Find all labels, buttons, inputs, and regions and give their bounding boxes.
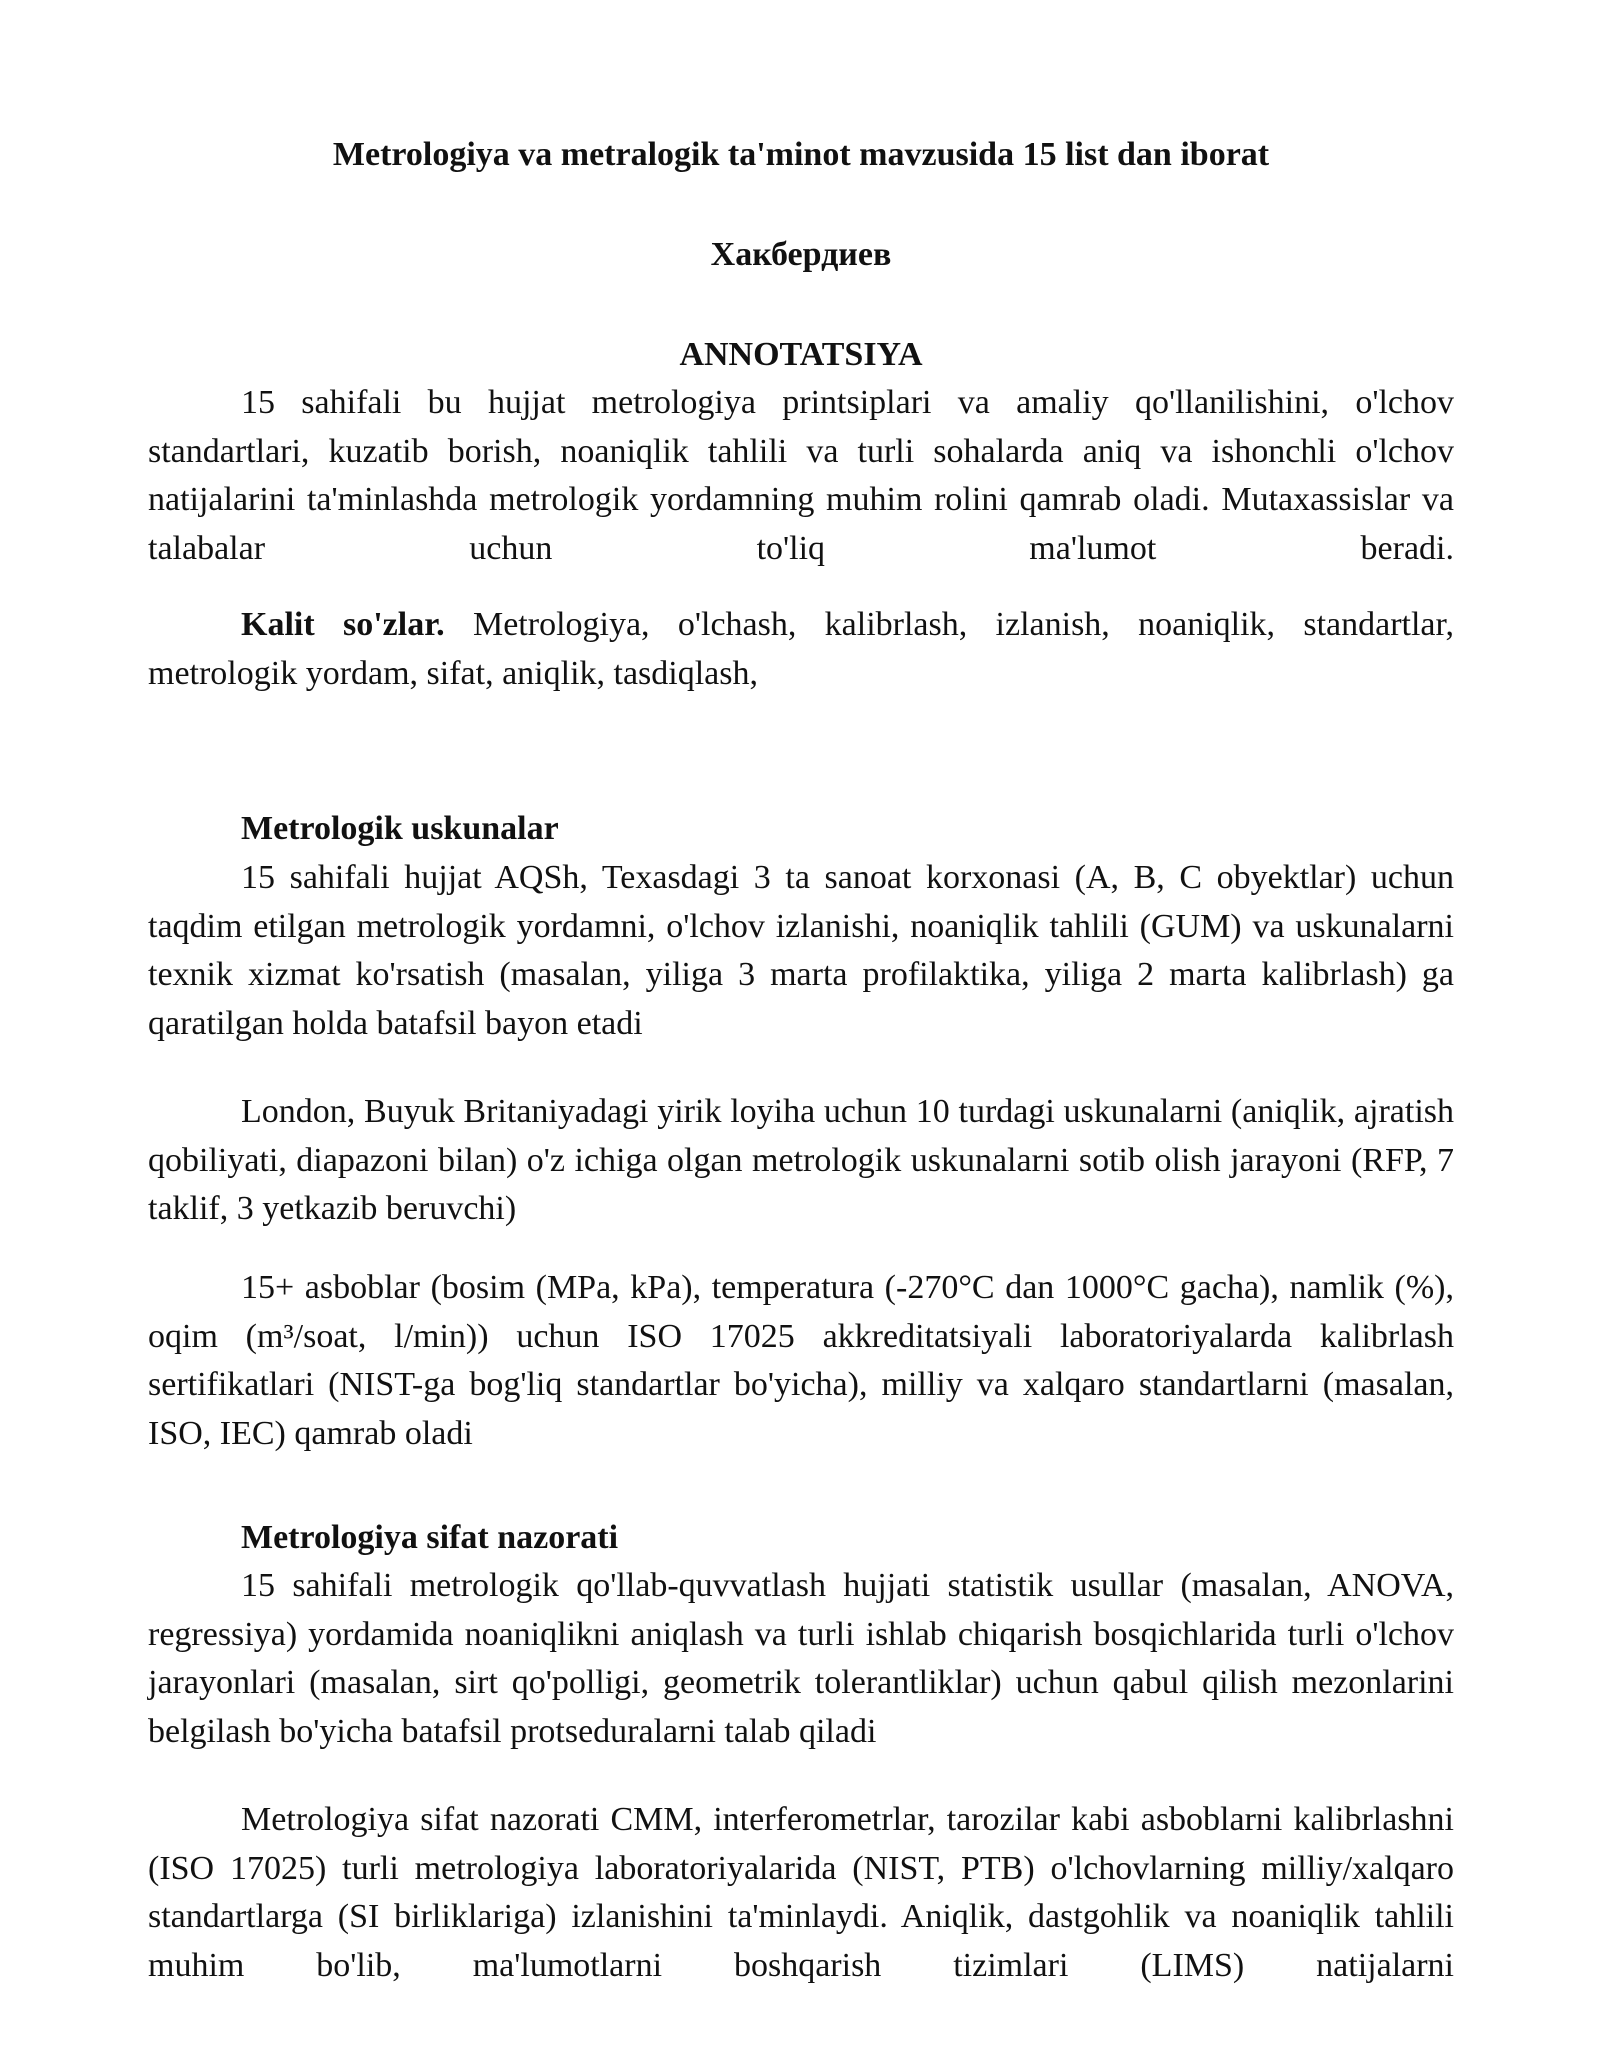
equipment-paragraph-3: 15+ asboblar (bosim (MPa, kPa), temperatura (-270°C dan 1000°C gacha), namlik (%), oqim (m³/soat, l/min)) uchun ISO 17025 akkreditatsiyali laboratoriyalarda kalibrlash sertifikatlari (NIST-ga bog'liq standartlar bo'yicha), milliy va xalqaro standartlarni (masalan, ISO, IEC) qamrab oladi bbox=[148, 1269, 1454, 1452]
quality-paragraph-1: 15 sahifali metrologik qo'llab-quvvatlash hujjati statistik usullar (masalan, ANOVA, regressiya) yordamida noaniqlikni aniqlash va turli ishlab chiqarish bosqichlarida turli o'lchov jarayonlari (masalan, sirt qo'polligi, geometrik tolerantliklar) uchun qabul qilish mezonlarini belgilash bo'yicha batafsil protseduralarni talab qiladi bbox=[148, 1567, 1454, 1750]
equipment-paragraph-2: London, Buyuk Britaniyadagi yirik loyiha uchun 10 turdagi uskunalarni (aniqlik, ajratish qobiliyati, diapazoni bilan) o'z ichiga olgan metrologik uskunalarni sotib olish jarayoni (RFP, 7 taklif, 3 yetkazib beruvchi) bbox=[148, 1093, 1454, 1227]
keywords-paragraph bbox=[148, 601, 1454, 698]
quality-paragraph-2: Metrologiya sifat nazorati CMM, interferometrlar, tarozilar kabi asboblarni kalibrlashni (ISO 17025) turli metrologiya laboratoriyalarida (NIST, PTB) o'lchovlarning milliy/xalqaro standartlarga (SI birliklariga) izlanishini ta'minlaydi. Aniqlik, dastgohlik va noaniqlik tahlili muhim bo'lib, ma'lumotlarni boshqarish tizimlari (LIMS) natijalarni bbox=[148, 1801, 1454, 1984]
author-name: Хакбердиев bbox=[710, 236, 892, 273]
annotation-paragraph: 15 sahifali bu hujjat metrologiya printsiplari va amaliy qo'llanilishini, o'lchov standartlari, kuzatib borish, noaniqlik tahlili va turli sohalarda aniq va ishonchli o'lchov natijalarini ta'minlashda metrologik yordamning muhim rolini qamrab oladi. Mutaxassislar va talabalar uchun to'liq ma'lumot beradi. bbox=[148, 384, 1454, 567]
equipment-paragraph-1: 15 sahifali hujjat AQSh, Texasdagi 3 ta sanoat korxonasi (A, B, C obyektlar) uchun taqdim etilgan metrologik yordamni, o'lchov izlanishi, noaniqlik tahlili (GUM) va uskunalarni texnik xizmat ko'rsatish (masalan, yiliga 3 marta profilaktika, yiliga 2 marta kalibrlash) ga qaratilgan holda batafsil bayon etadi bbox=[148, 859, 1454, 1042]
keywords-text: Metrologiya, o'lchash, kalibrlash, izlanish, noaniqlik, standartlar, metrologik yordam, sifat, aniqlik, tasdiqlash, bbox=[148, 606, 1454, 692]
section-heading-equipment: Metrologik uskunalar bbox=[241, 810, 559, 847]
section-heading-quality: Metrologiya sifat nazorati bbox=[241, 1519, 619, 1556]
document-title: Metrologiya va metralogik ta'minot mavzusida 15 list dan iborat bbox=[332, 136, 1270, 173]
keywords-label: Kalit so'zlar. bbox=[241, 606, 445, 643]
annotation-heading: ANNOTATSIYA bbox=[679, 336, 923, 373]
